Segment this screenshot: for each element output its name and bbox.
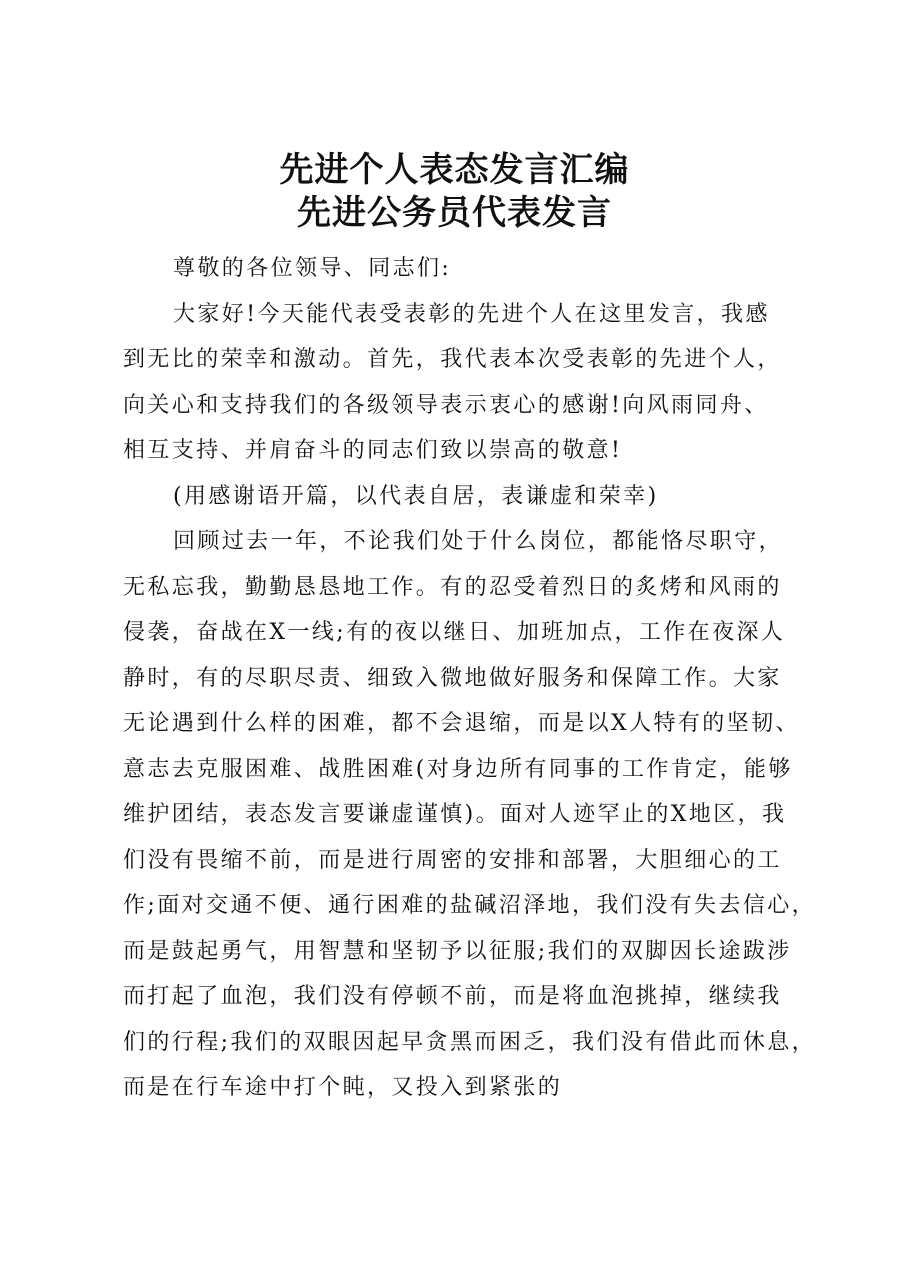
body-text-line: 意志去克服困难、战胜困难(对身边所有同事的工作肯定，能够 — [123, 756, 793, 782]
body-text-line: 静时，有的尽职尽责、细致入微地做好服务和保障工作。大家 — [123, 665, 782, 691]
body-text-line: 维护团结，表态发言要谦虚谨慎)。面对人迹罕止的X地区，我 — [123, 802, 787, 827]
body-text-line: (用感谢语开篇，以代表自居，表谦虚和荣幸) — [173, 483, 659, 509]
body-text-line: 们没有畏缩不前，而是进行周密的安排和部署，大胆细心的工 — [123, 847, 782, 873]
body-text-line: 相互支持、并肩奋斗的同志们致以崇高的敬意! — [123, 438, 623, 463]
body-text-line: 尊敬的各位领导、同志们: — [173, 256, 452, 281]
body-text-line: 大家好!今天能代表受表彰的先进个人在这里发言，我感 — [173, 301, 770, 327]
body-text-line: 作;面对交通不便、通行困难的盐碱沼泽地，我们没有失去信心， — [123, 893, 817, 918]
document-title: 先进个人表态发言汇编 — [279, 150, 630, 190]
body-text-line: 们的行程;我们的双眼因起早贪黑而困乏，我们没有借此而休息， — [123, 1029, 817, 1055]
document-body — [123, 246, 817, 1111]
body-text-line: 而打起了血泡，我们没有停顿不前，而是将血泡挑掉，继续我 — [123, 984, 782, 1009]
body-text-line: 回顾过去一年，不论我们处于什么岗位，都能恪尽职守， — [173, 529, 784, 554]
body-text-line: 无论遇到什么样的困难，都不会退缩，而是以X人特有的坚韧、 — [123, 711, 800, 736]
body-text-line: 到无比的荣幸和激动。首先，我代表本次受表彰的先进个人， — [123, 347, 782, 372]
body-text-line: 无私忘我，勤勤恳恳地工作。有的忍受着烈日的炙烤和风雨的 — [123, 574, 782, 600]
body-text-line: 侵袭，奋战在X一线;有的夜以继日、加班加点，工作在夜深人 — [123, 620, 786, 645]
body-text-line: 而是在行车途中打个盹，又投入到紧张的 — [123, 1075, 563, 1100]
body-text-line: 向关心和支持我们的各级领导表示衷心的感谢!向风雨同舟、 — [123, 392, 769, 418]
document-subtitle: 先进公务员代表发言 — [297, 193, 612, 233]
body-text-line: 而是鼓起勇气，用智慧和坚韧予以征服;我们的双脚因长途跋涉 — [123, 938, 792, 964]
